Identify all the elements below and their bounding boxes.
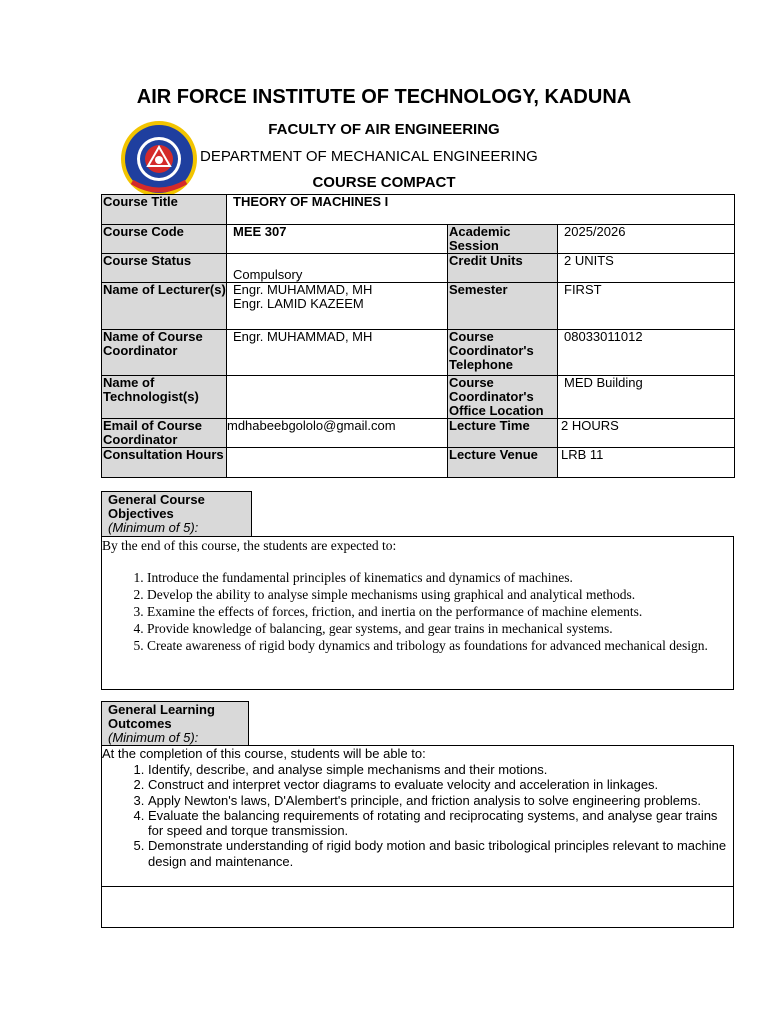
technologist-label: Name of Technologist(s) — [102, 376, 227, 419]
course-status-label: Course Status — [102, 254, 227, 283]
academic-session-value: 2025/2026 — [558, 225, 735, 254]
lecture-time-label: Lecture Time — [448, 419, 558, 448]
lecturer-2: Engr. LAMID KAZEEM — [233, 296, 364, 311]
course-info-table — [101, 194, 735, 478]
email-label: Email of Course Coordinator — [102, 419, 227, 448]
institute-title: AIR FORCE INSTITUTE OF TECHNOLOGY, KADUNA — [136, 86, 632, 108]
list-item: 1. Identify, describe, and analyse simple mechanisms and their motions. — [148, 762, 733, 777]
course-title-label: Course Title — [102, 195, 227, 225]
coordinator-value: Engr. MUHAMMAD, MH — [227, 330, 448, 376]
consultation-value — [227, 448, 448, 478]
document-title: COURSE COMPACT — [312, 174, 456, 191]
coordinator-phone-value: 08033011012 — [558, 330, 735, 376]
academic-session-label: Academic Session — [448, 225, 558, 254]
lecturer-label: Name of Lecturer(s) — [102, 283, 227, 330]
list-item: 2. Construct and interpret vector diagrams to evaluate velocity and acceleration in linkages. — [148, 777, 733, 792]
technologist-value — [227, 376, 448, 419]
empty-notes-box — [101, 886, 734, 928]
list-item: 5. Demonstrate understanding of rigid body motion and basic tribological principles relevant to machine design and maintenance. — [148, 838, 733, 869]
consultation-label: Consultation Hours — [102, 448, 227, 478]
course-code-value: MEE 307 — [227, 225, 448, 254]
objectives-heading: General Course Objectives — [108, 492, 205, 521]
lecture-time-value: 2 HOURS — [558, 419, 735, 448]
credit-units-value: 2 UNITS — [558, 254, 735, 283]
coordinator-phone-label: Course Coordinator's Telephone — [448, 330, 558, 376]
list-item: 3. Examine the effects of forces, friction, and inertia on the performance of machine elements. — [147, 603, 727, 620]
outcomes-box — [101, 745, 734, 887]
coordinator-office-value: MED Building — [558, 376, 735, 419]
faculty-title: FACULTY OF AIR ENGINEERING — [268, 121, 500, 138]
objectives-min-note: (Minimum of 5): — [108, 520, 199, 535]
lecturer-value — [227, 283, 448, 330]
outcomes-min-note: (Minimum of 5): — [108, 730, 199, 745]
email-value: mdhabeebgololo@gmail.com — [227, 419, 448, 448]
outcomes-heading-box — [101, 701, 249, 746]
list-item: 5. Create awareness of rigid body dynamics and tribology as foundations for advanced mechanical design. — [147, 637, 727, 654]
list-item: 4. Evaluate the balancing requirements of rotating and reciprocating systems, and analyse gear trains for speed and torque transmission. — [148, 808, 733, 839]
course-title-value: THEORY OF MACHINES I — [227, 195, 735, 225]
semester-value: FIRST — [558, 283, 735, 330]
department-title: DEPARTMENT OF MECHANICAL ENGINEERING — [200, 148, 538, 165]
list-item: 1. Introduce the fundamental principles of kinematics and dynamics of machines. — [147, 569, 727, 586]
outcomes-list — [102, 762, 733, 869]
lecturer-1: Engr. MUHAMMAD, MH — [233, 282, 373, 297]
list-item: 3. Apply Newton's laws, D'Alembert's principle, and friction analysis to solve engineering problems. — [148, 793, 733, 808]
objectives-list — [102, 569, 727, 654]
objectives-heading-box — [101, 491, 252, 536]
outcomes-heading: General Learning Outcomes — [108, 702, 215, 731]
course-status-value: Compulsory — [227, 254, 448, 283]
list-item: 2. Develop the ability to analyse simple mechanisms using graphical and analytical methods. — [147, 586, 727, 603]
credit-units-label: Credit Units — [448, 254, 558, 283]
lecture-venue-value: LRB 11 — [558, 448, 735, 478]
list-item: 4. Provide knowledge of balancing, gear systems, and gear trains in mechanical systems. — [147, 620, 727, 637]
lecture-venue-label: Lecture Venue — [448, 448, 558, 478]
objectives-box — [101, 536, 734, 690]
coordinator-label: Name of Course Coordinator — [102, 330, 227, 376]
semester-label: Semester — [448, 283, 558, 330]
coordinator-office-label: Course Coordinator's Office Location — [448, 376, 558, 419]
outcomes-intro: At the completion of this course, students will be able to: — [102, 746, 426, 761]
objectives-intro: By the end of this course, the students are expected to: — [102, 538, 397, 553]
course-code-label: Course Code — [102, 225, 227, 254]
